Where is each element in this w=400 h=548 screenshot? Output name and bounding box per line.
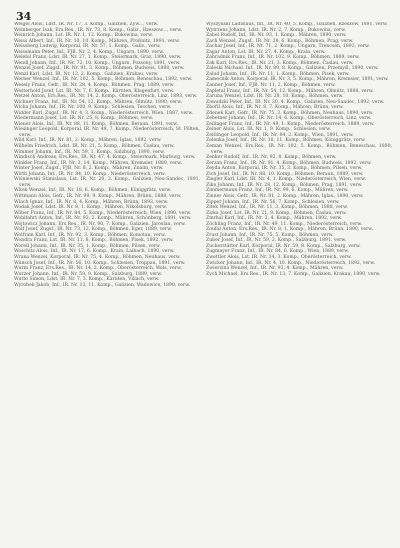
list-entry: Zich Josef, Inf., IR. Nr. 88, 10. Komp., Böhmen, Beraun, 1889, verw. — [206, 171, 364, 177]
list-entry: Wirth Johann, Inf., IR. Nr. 84, 10. Komp., Niederösterreich, verw. — [14, 171, 166, 177]
list-entry: Witek Wenzel, Inf., IR. Nr. 18, 6. Komp., Böhmen, Königgrätz, verw. — [14, 188, 172, 194]
list-entry: Wenzl Karl, Ldst. IR. Nr. 13, 2. Komp., Galizien, Krakau, verw. — [14, 71, 159, 77]
list-entry: Wendl Johann, Inf., IR. Nr. 72, 10. Komp., Ungarn, Pozsony, 1891, verw. — [14, 60, 181, 66]
list-entry: Winkler Franz, Inf., IR. Nr. 3, 14. Komp., Mähren, Kremsier, 1889, verw. — [14, 160, 183, 166]
list-entry: Zalud Johann, Inf., IR. Nr. 11, 1. Komp., Böhmen, Pisek, verw. — [206, 71, 350, 77]
list-entry: Worell Johann, Inf., IR. Nr. 35, 1. Komp., Böhmen, Pilsen, verw. — [14, 243, 161, 249]
list-entry: Zwettler Alois, Lst. IR. Nr. 14, 3. Komp., Oberösterreich, verw. — [206, 254, 352, 260]
list-entry: Zmrhal Karl, Inf., IR. Nr. 3, 4. Komp., Mähren, 1892, verw. — [206, 216, 343, 222]
list-entry: Wittmann Alois, Gefr., IR. Nr. 99, 9. Komp., Mähren, Brünn, 1888, verw. — [14, 193, 182, 199]
list-entry: Zrust Johann, Inf., IR. Nr. 75, 5. Komp., Böhmen, verw. — [206, 232, 334, 238]
list-entry: Wilhelm Friedrich, Ldst. IR. Nr. 21, 5. Komp., Böhmen, Časlau, verw. — [14, 144, 175, 150]
list-entry: Zika Johann, Inf., IR. Nr. 28, 12. Komp., Böhmen, Prag, 1891, verw. — [206, 182, 363, 188]
list-entry: Wyrobek Jakob, Inf., IR. Nr. 13, 11. Komp., Galizien, Wadowice, 1890, verw. — [14, 282, 191, 288]
list-entry: Zeyda Anton, Korporal, IR. Nr. 35, 3. Komp., Böhmen, Pilsen, verw. — [206, 166, 363, 172]
list-entry: Wetzel Anton, Ers.Res., IR. Nr. 14, 2. Komp., Oberösterreich, Linz, 1893, verw. — [14, 94, 198, 100]
list-entry: Zitek Wenzel, Inf., IR. Nr. 11, 3. Komp., Böhmen, 1888, verw. — [206, 205, 348, 211]
list-entry: Wiedermann Josef, Lst. IR. Nr. 25, 8. Komp., Böhmen, verw. — [14, 116, 154, 122]
list-entry: Weiss Albert, Inf., IR. Nr. 10, 10. Komp., Mähren, Proßnitz, 1891, verw. — [14, 38, 180, 44]
list-entry: Zachar Josef, Inf., IR. Nr. 71, 2. Komp., Ungarn, Trencsén, 1892, verw. — [206, 44, 370, 50]
list-entry: Wenzel Josef, Zugsf., IR. Nr. 91, 3. Komp., Böhmen, Budweis, 1888, verw. — [14, 66, 185, 72]
list-entry: Wöber Franz, Inf., IR. Nr. 84, 5. Komp., Niederösterreich, Wien, 1890, verw. — [14, 210, 192, 216]
list-entry: Zehetner Johann, Inf., IR. Nr. 14, 6. Komp., Oberösterreich, Linz, verw. — [206, 116, 372, 122]
list-entry: Zuber Josef, Inf., IR. Nr. 59, 2. Komp., Salzburg, 1891, verw. — [206, 238, 347, 244]
list-entry: Ziegler Karl, Ldst. IR. Nr. 4, 1. Komp., Niederösterreich, Wien, verw. — [206, 177, 367, 183]
page-number: 34 — [16, 10, 32, 23]
list-entry: Zizka Josef, Lst. IR. Nr. 21, 9. Komp., Böhmen, Časlau, verw. — [206, 210, 347, 216]
list-entry: Wurm Franz, Ers.Res., IR. Nr. 14, 2. Komp., Oberösterreich, Wels, verw. — [14, 266, 182, 272]
list-entry: Zawadzki Peter, Inf., IR. Nr. 20, 4. Komp., Galizien, Neu-Sandec, 1892, verw. — [206, 99, 385, 105]
list-entry: Zeitlinger Leopold, Inf., IR. Nr. 84, 2. Komp., Wien, 1891, verw. — [206, 132, 354, 138]
list-entry: Wutte Simon, Ldst. IR. Nr. 7, 3. Komp., Kärnten, Villach, verw. — [14, 277, 160, 283]
list-entry: Zagar Anton, Lst. IR. Nr. 27, 4. Komp., Krain, verw. — [206, 49, 326, 55]
list-entry: Zabel Rudolf, Inf., IR. Nr. 93, 1. Komp., Mähren, 1890, verw. — [206, 33, 347, 39]
list-entry: Wünsch Josef, Inf., IR. Nr. 56, 10. Komp., Schlesien, Troppau, 1891, verw. — [14, 260, 186, 266]
list-entry: Wojtowicz Johann, Ers.Res., IR. Nr. 90, 7. Komp., Galizien, Jaroslau, verw. — [14, 221, 186, 227]
list-entry: Zach Wenzel, Zugsf., IR. Nr. 28, 6. Komp., Böhmen, Prag, verw. — [206, 38, 354, 44]
list-entry: Zapletal Franz, Inf., IR. Nr. 54, 12. Komp., Mähren, Olmütz, 1888, verw. — [206, 88, 374, 94]
list-entry: Wolf Josef, Zugsf., IR. Nr. 73, 12. Komp., Böhmen, Eger, 1889, verw. — [14, 227, 173, 233]
list-entry: Wohlfahrt Anton, Inf., IR. Nr. 93, 2. Komp., Mähren, Schönberg, 1891, verw. — [14, 216, 192, 222]
list-entry: Zuckerstätter Karl, Korporal, IR. Nr. 59, 8. Komp., Salzburg, verw. — [206, 243, 361, 249]
list-entry: Zbořil Alois, Inf., IR. Nr. 8, 7. Komp., Mähren, Brünn, verw. — [206, 105, 344, 111]
list-entry: Zelenka Josef, Inf., IR. Nr. 18, 11. Komp., Böhmen, Königgrätz, verw. — [206, 138, 366, 144]
list-entry: Weissmann Peter, Inf., FJB. Nr. 2, 4. Komp., Ungarn, 1890, verw. — [14, 49, 165, 55]
list-entry: Wiśniewski Stanislaus, Lst. IR. Nr. 20, 3. Komp., Galizien, Neu-Sandec, 1891, verw. — [14, 177, 200, 188]
list-entry: Weigel Alois, Ldst. IR. Nr. 17, 3. Komp., Galizien, Zyw..., verw. — [14, 22, 159, 27]
list-entry: Zugmayer Franz, Inf., IR. Nr. 84, 6. Komp., Wien, 1889, verw. — [206, 249, 350, 255]
list-entry: Zenker Rudolf, Inf., IR. Nr. 92, 8. Komp., Böhmen, verw. — [206, 155, 337, 161]
list-entry: Widder Karl, Zugsf., IR. Nr. 4, 3. Komp., Niederösterreich, Wien, 1887, verw. — [14, 110, 194, 116]
right-column — [206, 22, 392, 542]
list-entry: Zamecnik Anton, Korporal, IR. Nr. 3, 5. Komp., Mähren, Kremsier, 1891, verw. — [206, 77, 389, 83]
list-entry: Zeman Wenzel, Ers.Res., IR. Nr. 102, 5. Komp., Böhmen, Beneschau, 1890, verw. — [206, 144, 392, 155]
list-entry: Zych Michael, Ers.Res., IR. Nr. 13, 7. Komp., Galizien, Krakau, 1890, verw. — [206, 271, 381, 277]
list-entry: Werner Wenzel, Inf., IR. Nr. 102, 5. Komp., Böhmen, Beneschau, 1892, verw. — [14, 77, 193, 83]
list-entry: Wondra Franz, Lst. IR. Nr. 11, 8. Komp., Böhmen, Pisek, 1892, verw. — [14, 238, 174, 244]
list-entry: Zerzan Franz, Inf., IR. Nr. 91, 4. Komp., Böhmen, Budweis, 1892, verw. — [206, 160, 372, 166]
list-entry: Zoufal Anton, Ers.Res., IR. Nr. 8, 1. Komp., Mähren, Brünn, 1890, verw. — [206, 227, 374, 233]
list-entry: Wiener Alois, Inf., IR. Nr. 88, 11. Komp., Böhmen, Beraun, 1891, verw. — [14, 121, 179, 127]
list-entry: Zanner Josef, Inf., FJB. Nr. 11, 2. Komp., Böhmen, verw. — [206, 83, 336, 89]
list-entry: Zak Karl, Ers.Res., IR. Nr. 21, 3. Komp., Böhmen, Časlau, verw. — [206, 60, 354, 66]
list-entry: Zeiner Alois, Lst. IR. Nr. 1, 9. Komp., Schlesien, verw. — [206, 127, 332, 133]
list-entry: Zipper Johann, Inf., IR. Nr. 56, 7. Komp., Schlesien, verw. — [206, 199, 340, 205]
list-entry: Wodak Josef, Ldst. IR. Nr. 8, 1. Komp., Mähren, Nikolsburg, verw. — [14, 205, 167, 211]
list-entry: Wurzer Johann, Inf., IR. Nr. 59, 9. Komp., Salzburg, 1889, verw. — [14, 271, 163, 277]
list-entry: Woschitz Alois, Inf., IR. Nr. 17, 6. Komp., Krain, Laibach, 1890, verw. — [14, 249, 175, 255]
list-entry: Zaruba Wenzel, Ldst. IR. Nr. 28, 10. Komp., Böhmen, verw. — [206, 94, 344, 100]
list-entry: Zimmermann Franz, Inf., IR. Nr. 99, 6. Komp., Mähren, verw. — [206, 188, 349, 194]
list-entry: Zahradnik Franz, Inf., IR. Nr. 102, 9. Komp., Böhmen, 1889, verw. — [206, 55, 360, 61]
list-entry: Wytrzens Johann, Ldst. IR. Nr. 2, 7. Komp., Bukowina, verw. — [206, 27, 346, 33]
list-entry: Wyszynski Ladislaus, Inf., IR. Nr. 40, 5. Komp., Galizien, Rzeszow, 1891, verw. — [206, 22, 388, 27]
list-entry: Westerhold Josef, Lst. IR. Nr. 7, 6. Komp., Kärnten, Klagenfurt, verw. — [14, 88, 175, 94]
list-entry: Wicha Johann, Inf., IR. Nr. 100, 9. Komp., Schlesien, Teschen, verw. — [14, 105, 172, 111]
list-entry: Weinrich Johann, Lst. IR. Nr. 1, 12. Komp., Bukowina, verw. — [14, 33, 153, 39]
list-entry: Zwicker Johann, Inf., IR. Nr. 4, 10. Komp., Niederösterreich, 1892, verw. — [206, 260, 376, 266]
list-entry: Weinberger Isak, Ers.Res., IR. Nr. 73, 8. Komp., Galiz., Rzeszow..., verw. — [14, 27, 183, 33]
list-entry: Windisch Andreas, Ers.Res., IR. Nr. 47, 4. Komp., Steiermark, Marburg, verw. — [14, 155, 196, 161]
list-entry: Wimmer Johann, Inf., IR. Nr. 59, 1. Komp., Salzburg, 1890, verw. — [14, 149, 165, 155]
list-entry: Zöchling Franz, Inf., IR. Nr. 49, 11. Komp., Niederösterreich, verw. — [206, 221, 363, 227]
list-entry: Zwierzina Wenzel, Inf., IR. Nr. 93, 4. Komp., Mähren, verw. — [206, 266, 344, 272]
list-entry: Winter Josef, Zugsf., FJB. Nr. 8, 2. Komp., Mähren, Znaim, verw. — [14, 166, 164, 172]
list-entry: Wolfram Karl, Inf., IR. Nr. 92, 3. Komp., Böhmen, Komotau, verw. — [14, 232, 166, 238]
list-entry: Wesely Franz, Gefr., IR. Nr. 28, 4. Komp., Böhmen, Prag, 1889, verw. — [14, 83, 175, 89]
list-entry: Zinner Alois, Gefr., IR. Nr. 81, 2. Komp., Mähren, Iglau, 1890, verw. — [206, 193, 364, 199]
left-column — [14, 22, 200, 542]
list-entry: Wlach Ignaz, Inf., IR. Nr. 8, 4. Komp., Mähren, Brünn, 1893, verw. — [14, 199, 169, 205]
list-entry: Wichner Franz, Inf., IR. Nr. 54, 12. Komp., Mähren, Olmütz, 1890, verw. — [14, 99, 183, 105]
list-entry: Weissberg Ludwig, Korporal, IR. Nr. 57, 1. Komp., Galiz., verw. — [14, 44, 161, 50]
list-entry: Wild Karl, Inf., IR. Nr. 81, 2. Komp., Mähren, Iglau, 1892, verw. — [14, 138, 162, 144]
list-entry: Welebil Franz, Ldst. IR. Nr. 27, 1. Komp., Steiermark, Graz, 1890, verw. — [14, 55, 182, 61]
list-entry: Wrana Wenzel, Korporal, IR. Nr. 75, 4. Komp., Böhmen, Neuhaus, verw. — [14, 254, 181, 260]
list-entry: Zdenek Karl, Gefr., IR. Nr. 75, 3. Komp., Böhmen, Neuhaus, 1890, verw. — [206, 110, 374, 116]
list-entry: Zaleski Michael, Inf., IR. Nr. 89, 8. Komp., Galizien, Przemyśl, 1890, verw. — [206, 66, 379, 72]
list-entry: Zeilinger Franz, Inf., IR. Nr. 49, 1. Komp., Niederösterreich, 1889, verw. — [206, 121, 375, 127]
list-entry: Wiesinger Leopold, Korporal, IR. Nr. 49, 7. Komp., Niederösterreich, St. Pölten, verw. — [14, 127, 200, 138]
